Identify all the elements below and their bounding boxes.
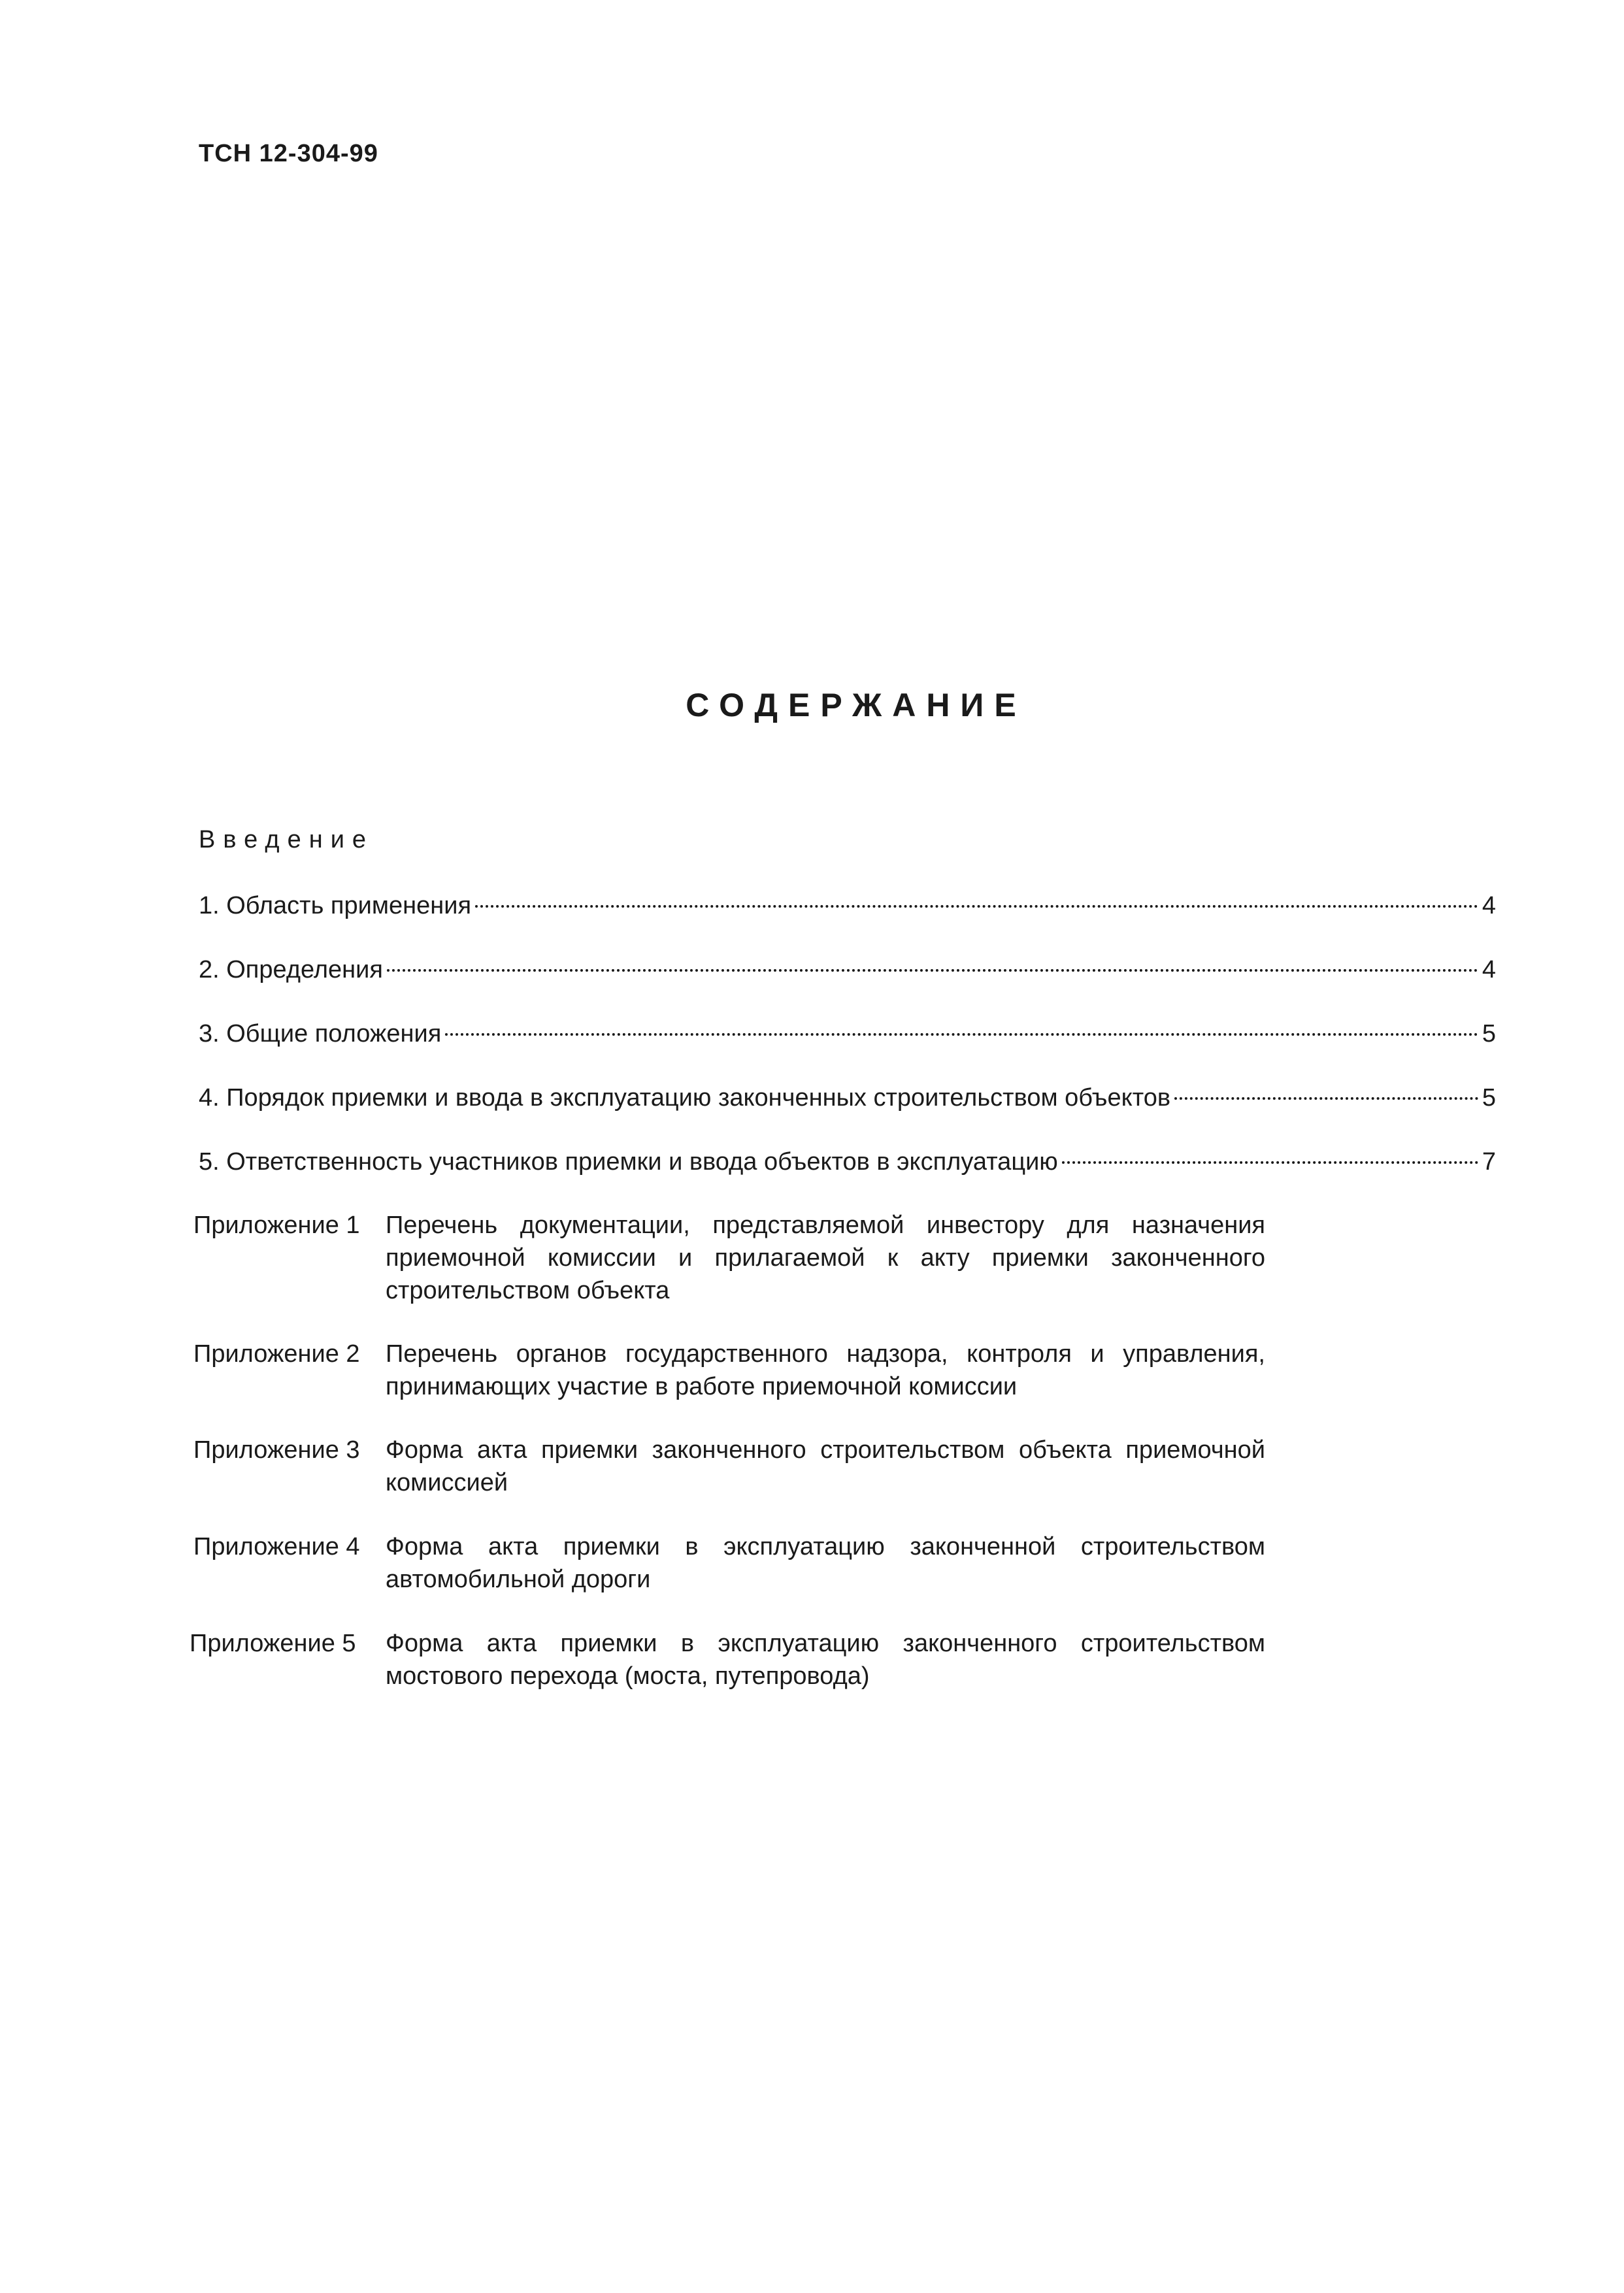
appendix-text: Перечень документации, представляемой инвестору для назначения приемочной комиссии и прилагаемой к акту приемки законченного строительством объекта — [386, 1212, 1265, 1304]
appendix-text: Форма акта приемки в эксплуатацию законченного строительством мостового перехода (моста, путепровода) — [386, 1630, 1265, 1690]
appendix-text: Форма акта приемки законченного строительством объекта приемочной комиссией — [386, 1436, 1265, 1496]
appendix-3 — [193, 1434, 1265, 1499]
appendix-5 — [190, 1627, 1265, 1692]
appendix-label: Приложение 1 — [193, 1212, 360, 1239]
appendix-text: Перечень органов государственного надзора, контроля и управления, принимающих участие в работе приемочной комиссии — [386, 1340, 1265, 1400]
appendix-1 — [193, 1209, 1265, 1307]
appendix-label: Приложение 2 — [193, 1340, 360, 1368]
appendix-4 — [193, 1530, 1265, 1596]
appendix-text: Форма акта приемки в эксплуатацию законченной строительством автомобильной дороги — [386, 1533, 1265, 1593]
toc-dot-leader — [1174, 1097, 1478, 1100]
toc-item-label: 2. Определения — [199, 956, 383, 983]
toc-dot-leader — [475, 905, 1478, 908]
toc-item-procedure — [199, 1082, 1496, 1114]
toc-item-general — [199, 1018, 1496, 1049]
appendix-label: Приложение 4 — [193, 1533, 360, 1560]
toc-item-definitions — [199, 954, 1496, 985]
toc-page-number: 5 — [1482, 1020, 1496, 1048]
toc-item-scope — [199, 890, 1496, 921]
toc-title: СОДЕРЖАНИЕ — [686, 687, 1027, 723]
toc-item-label: 5. Ответственность участников приемки и ввода объектов в эксплуатацию — [199, 1148, 1058, 1176]
document-code: ТСН 12-304-99 — [199, 140, 378, 167]
toc-item-label: 3. Общие положения — [199, 1020, 442, 1048]
appendix-2 — [193, 1338, 1265, 1403]
toc-dot-leader — [387, 969, 1478, 972]
toc-item-label: 1. Область применения — [199, 892, 472, 919]
toc-item-responsibility — [199, 1146, 1496, 1178]
toc-dot-leader — [1062, 1161, 1478, 1164]
toc-page-number: 5 — [1482, 1084, 1496, 1112]
toc-page-number: 7 — [1482, 1148, 1496, 1176]
toc-page-number: 4 — [1482, 892, 1496, 919]
appendix-label: Приложение 3 — [193, 1436, 360, 1464]
toc-dot-leader — [445, 1033, 1478, 1036]
toc-intro: Введение — [199, 826, 374, 853]
appendix-label: Приложение 5 — [190, 1630, 356, 1657]
toc-page-number: 4 — [1482, 956, 1496, 983]
toc-item-label: 4. Порядок приемки и ввода в эксплуатацию законченных строительством объектов — [199, 1084, 1171, 1112]
